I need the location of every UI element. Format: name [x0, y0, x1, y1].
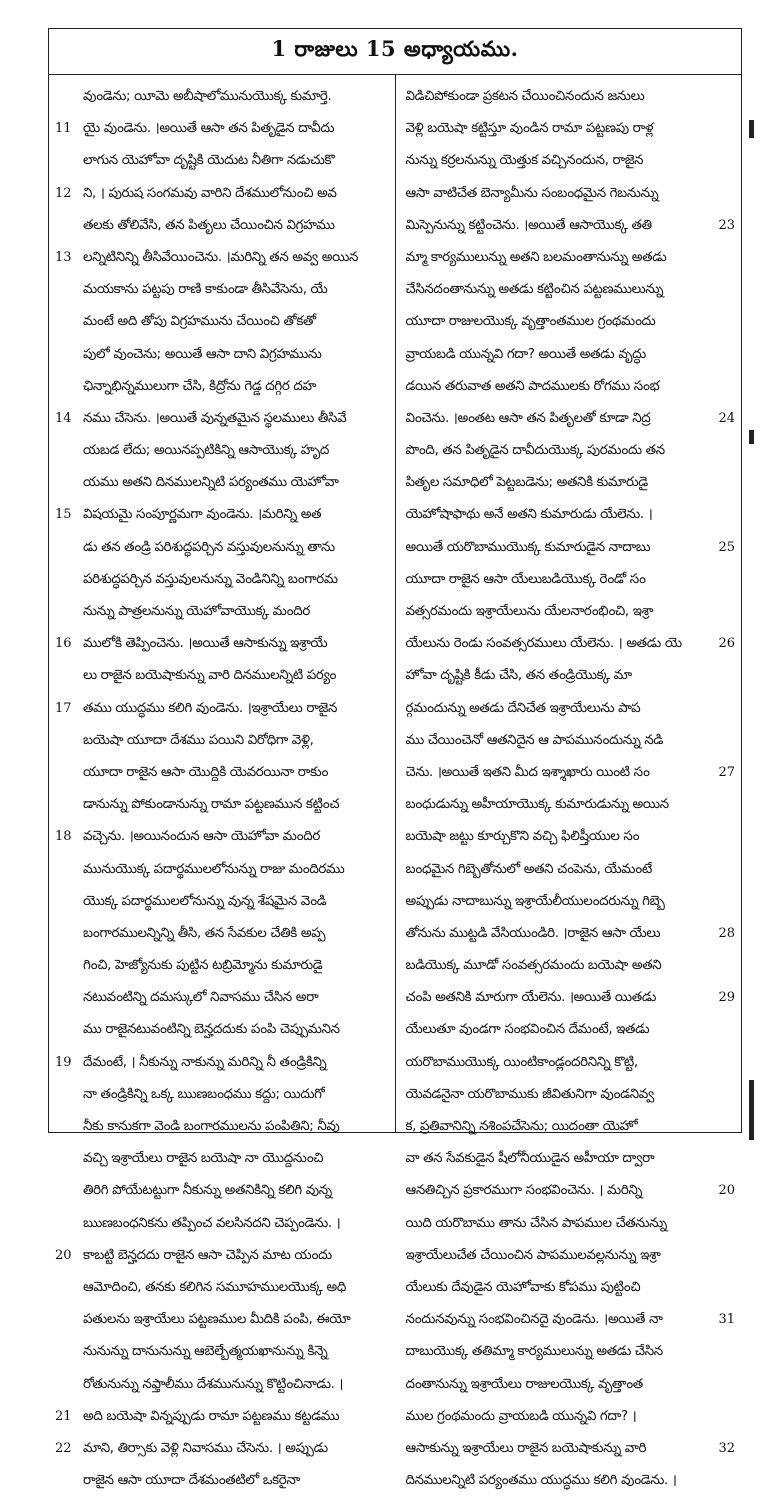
- line-text: బంధుడున్ను అహీయాయొక్క కుమారుడున్ను అయిన: [405, 797, 669, 813]
- line-text: యేలుతూ వుండగా సంభవించిన దేమంటే, ఇతడు: [405, 1022, 650, 1038]
- text-line: [59, 1465, 385, 1497]
- text-line: [405, 1304, 735, 1336]
- line-text: అప్పుడు నాదాబున్ను ఇశ్రాయేలీయులందరున్ను గిబ్బె: [405, 893, 665, 909]
- line-text: తిరిగి పోయేటట్టుగా నీకున్ను అతనికిన్ని కలిగి వున్న: [83, 1183, 332, 1199]
- text-line: [405, 532, 735, 564]
- line-text: లాగున యెహోవా దృష్టికి యెదుట నీతిగా నడుచుకొ: [83, 153, 335, 169]
- line-text: ఛిన్నాభిన్నములుగా చేసి, కిద్రోను గెడ్డ దగ్గిర దహ: [83, 378, 316, 394]
- text-line: [55, 1240, 385, 1272]
- text-line: [406, 1111, 732, 1143]
- text-line: [59, 371, 385, 403]
- verse-number: 22: [55, 1440, 72, 1456]
- line-text: బడియొక్క మూడో సంవత్సరమందు బయెషా అతని: [405, 958, 662, 974]
- line-text: పరిశుద్ధపర్చిన వస్తువులనున్ను వెండినిన్ని బంగారమ: [83, 571, 338, 587]
- verse-number: 18: [55, 829, 72, 845]
- text-line: [59, 1111, 385, 1143]
- line-text: యొక్క పదార్థములలోనున్ను వున్న శేషమైన వెండి: [83, 893, 327, 909]
- text-line: [406, 821, 732, 853]
- right-column: [396, 75, 742, 1489]
- text-line: [406, 1014, 732, 1046]
- text-line: [406, 339, 732, 371]
- line-text: లన్నిటినిన్ని తీసివేయించెను. ।మరిన్ని తన అవ్వ అయిన: [83, 249, 359, 265]
- text-line: [55, 178, 385, 210]
- text-line: [59, 467, 385, 499]
- line-text: ముల గ్రంథమందు వ్రాయబడి యున్నవి గదా? ।: [405, 1408, 637, 1424]
- verse-number: 14: [55, 410, 72, 426]
- left-column: [49, 75, 396, 1489]
- line-text: రోతునున్ను నఫ్తాలీము దేశమునున్ను కొట్టించినాడు. ।: [83, 1376, 344, 1392]
- line-text: లు రాజైన బయెషాకున్ను వారి దినములన్నిటి పర్యం: [83, 668, 337, 684]
- line-text: కాబట్టి బెన్హదదు రాజైన ఆసా చెప్పిన మాట యందు: [83, 1247, 332, 1263]
- text-line: [59, 725, 385, 757]
- line-text: నా తండ్రికిన్ని ఒక్క ఋణబంధము కద్దు; యిదుగో: [83, 1086, 325, 1102]
- line-text: విషయమై సంపూర్ణమగా వుండెను. ।మరిన్ని అత: [83, 507, 322, 523]
- line-text: నటువంటిన్ని దమస్కులో నివాసము చేసిన అరా: [83, 990, 319, 1006]
- verse-number: 19: [55, 1054, 72, 1070]
- line-text: ఆనతిచ్చిన ప్రకారముగా సంభవించెను. । మరిన్ని: [405, 1183, 643, 1199]
- text-line: [406, 274, 732, 306]
- text-line: [406, 1369, 732, 1401]
- text-line: [59, 435, 385, 467]
- text-line: [59, 564, 385, 596]
- text-line: [59, 274, 385, 306]
- verse-number: 11: [55, 121, 72, 137]
- text-line: [59, 1175, 385, 1207]
- text-line: [406, 789, 732, 821]
- text-line: [406, 1401, 732, 1433]
- line-text: వించెను. ।అంతట ఆసా తన పితృలతో కూడా నిద్ర: [405, 410, 651, 426]
- text-line: [406, 693, 732, 725]
- line-text: వుండెను; యీమె అబీషాలోమునుయొక్క కుమార్తె.: [83, 89, 332, 104]
- line-text: విడిచిపోకుండా ప్రకటన చేయించినందున జనులు: [405, 89, 645, 104]
- text-line: [59, 950, 385, 982]
- line-text: పులో వుంచెను; అయితే ఆసా దాని విగ్రహమును: [83, 346, 322, 362]
- text-line: [406, 242, 732, 274]
- text-line: [405, 403, 735, 435]
- text-line: [55, 499, 385, 531]
- verse-number: 29: [718, 990, 735, 1006]
- edge-mark: [749, 1080, 754, 1140]
- line-text: పొంది, తన పితృడైన దావీదుయొక్క పురమందు తన: [405, 443, 665, 459]
- line-text: చేసినదంతానున్ను అతడు కట్టించిన పట్టణములున్ను: [405, 282, 664, 298]
- line-text: తము యుద్ధము కలిగి వుండెను. ।ఇశ్రాయేలు రాజైన: [83, 700, 338, 716]
- line-text: అది బయెషా విన్నప్పుడు రామా పట్టణము కట్టడము: [83, 1408, 340, 1424]
- text-line: [59, 886, 385, 918]
- verse-number: 13: [55, 249, 72, 265]
- line-text: డానున్ను పోకుండానున్ను రామా పట్టణమున కట్టించ: [83, 797, 340, 813]
- line-text: మ్మా కార్యములున్ను అతని బలమంతానున్ను అతడు: [405, 249, 667, 265]
- text-line: [406, 499, 732, 531]
- text-line: [55, 242, 385, 274]
- text-line: [55, 1401, 385, 1433]
- edge-mark: [749, 120, 754, 138]
- line-text: ఆమోదించి, తనకు కలిగిన సమూహములయొక్క అధి: [83, 1279, 346, 1295]
- text-line: [405, 757, 735, 789]
- line-text: బంగారములన్నిన్ని తీసి, తన సేవకుల చేతికి అప్ప: [83, 925, 326, 941]
- bible-page: [48, 28, 742, 1489]
- text-line: [59, 1336, 385, 1368]
- line-text: యము అతని దినములన్నిటి పర్యంతము యెహోవా: [83, 475, 339, 491]
- text-line: [55, 1047, 385, 1079]
- text-line: [406, 950, 732, 982]
- line-text: బయెషా యూదా దేశము పయిని విరోధిగా వెళ్లి,: [83, 732, 314, 748]
- text-line: [406, 854, 732, 886]
- line-text: యూదా రాజులయొక్క వృత్తాంతముల గ్రంథమందు: [405, 314, 656, 330]
- text-line: [406, 145, 732, 177]
- line-text: బంధమైన గిబ్బెతోనులో అతని చంపెను, యేమంటే: [405, 861, 652, 877]
- line-text: వ్రాయబడి యున్నవి గదా? అయితే అతడు వృద్ధు: [405, 346, 646, 362]
- text-line: [406, 306, 732, 338]
- line-text: దాబుయొక్క తతిమ్మా కార్యములున్ను అతడు చేసిన: [405, 1344, 663, 1360]
- line-text: చెను. ।అయితే ఇతని మీద ఇశ్శాఖారు యింటి సం: [405, 764, 650, 780]
- text-line: [55, 403, 385, 435]
- text-line: [406, 435, 732, 467]
- text-line: [406, 113, 732, 145]
- text-line: [406, 1208, 732, 1240]
- verse-number: 20: [718, 1183, 735, 1199]
- text-line: [406, 1272, 732, 1304]
- text-line: [406, 1240, 732, 1272]
- line-text: డయిన తరువాత అతని పాదములకు రోగము సంభ: [405, 378, 660, 394]
- edge-mark: [749, 430, 754, 444]
- text-line: [405, 918, 735, 950]
- line-text: బయెషా జట్టు కూర్చుకొని వచ్చి ఫిలిష్తీయుల సం: [405, 829, 640, 845]
- line-text: ములోకి తెప్పించెను. ।అయితే ఆసాకున్ను ఇశ్రాయే: [83, 636, 328, 652]
- text-line: [55, 113, 385, 145]
- text-line: [59, 982, 385, 1014]
- line-text: రాజైన ఆసా యూదా దేశమంతటిలో ఒకరైనా: [83, 1473, 300, 1489]
- verse-number: 17: [55, 700, 72, 716]
- verse-number: 25: [718, 539, 735, 555]
- text-line: [59, 1304, 385, 1336]
- text-line: [405, 982, 735, 1014]
- text-line: [406, 564, 732, 596]
- text-line: [406, 886, 732, 918]
- text-line: [59, 532, 385, 564]
- text-line: [405, 1175, 735, 1207]
- line-text: అయితే యరొబాముయొక్క కుమారుడైన నాదాబు: [405, 539, 651, 555]
- line-text: క, ప్రతివానిన్ని నశింపచేసెను; యిదంతా యెహో: [405, 1119, 638, 1134]
- text-line: [59, 1272, 385, 1304]
- verse-number: 21: [55, 1408, 72, 1424]
- line-text: ము చేయించెనో ఆతనిదైన ఆ పాపమునందున్ను నడి: [405, 732, 663, 748]
- line-text: యరొబాముయొక్క యింటికాండ్లందరినిన్ని కొట్టి,: [405, 1054, 638, 1070]
- line-text: యిది యరొబాము తాను చేసిన పాపముల చేతనున్ను: [405, 1215, 667, 1231]
- line-text: పతులను ఇశ్రాయేలు పట్టణముల మీదికి పంపి, ఈయో: [83, 1312, 351, 1328]
- line-text: పితృల సమాధిలో పెట్టబడెను; అతనికి కుమారుడై: [405, 475, 648, 491]
- verse-number: 20: [55, 1247, 72, 1263]
- text-line: [406, 596, 732, 628]
- text-line: [406, 1079, 732, 1111]
- line-text: వచ్చెను. ।అయినందున ఆసా యెహోవా మందిర: [83, 829, 320, 845]
- verse-number: 16: [55, 636, 72, 652]
- line-text: నున్ను పాత్రలనున్ను యెహోవాయొక్క మందిర: [83, 604, 310, 619]
- line-text: నునున్ను దానునున్ను ఆబెల్బేత్మయఖానున్ను కిన్నె: [83, 1344, 328, 1360]
- line-text: వత్సరమందు ఇశ్రాయేలును యేలనారంభించి, ఇశ్రా: [405, 604, 654, 619]
- line-text: ము రాజైనటువంటిన్ని బెన్హదదుకు పంపి చెప్పుమనిన: [83, 1022, 340, 1038]
- text-line: [55, 628, 385, 660]
- verse-number: 23: [718, 217, 735, 233]
- text-line: [406, 660, 732, 692]
- line-text: మునుయొక్క పదార్థములలోనున్ను రాజు మందిరము: [83, 861, 345, 877]
- line-text: మంటే అది తోపు విగ్రహమును చేయించి తోకతో: [83, 314, 316, 330]
- text-columns: [49, 75, 741, 1489]
- text-line: [59, 789, 385, 821]
- text-line: [59, 660, 385, 692]
- text-line: [405, 628, 735, 660]
- text-line: [406, 1047, 732, 1079]
- text-line: [59, 306, 385, 338]
- text-line: [406, 178, 732, 210]
- text-line: [405, 1433, 735, 1465]
- text-line: [59, 1014, 385, 1046]
- line-text: తోనును ముట్టడి వేసియుండిరి. ।రాజైన ఆసా యేలు: [405, 925, 661, 941]
- verse-number: 27: [718, 764, 735, 780]
- line-text: ఇశ్రాయేలుచేత చేయించిన పాపములవల్లనున్ను ఇశ్రా: [405, 1247, 661, 1263]
- text-line: [59, 1079, 385, 1111]
- text-line: [55, 1433, 385, 1465]
- line-text: దేమంటే, । నీకున్ను నాకున్ను మరిన్ని నీ తండ్రికిన్ని: [83, 1054, 327, 1070]
- line-text: నీకు కానుకగా వెండి బంగారములను పంపితిని; నీవు: [83, 1119, 340, 1134]
- text-line: [405, 210, 735, 242]
- line-text: గించి, హెజ్యోనుకు పుట్టిన టబ్రిమ్మోను కుమారుడై: [83, 958, 323, 974]
- page-title: 1 రాజులు 15 అధ్యాయము.: [271, 36, 519, 61]
- text-line: [59, 81, 385, 113]
- line-text: దినములన్నిటి పర్యంతము యుద్ధము కలిగి వుండెను. ।: [405, 1473, 677, 1489]
- text-line: [59, 1369, 385, 1401]
- line-text: ఆసాకున్ను ఇశ్రాయేలు రాజైన బయెషాకున్ను వారి: [405, 1440, 647, 1456]
- verse-number: 24: [718, 410, 735, 426]
- line-text: యేలును రెండు సంవత్సరములు యేలెను. । అతడు యె: [405, 636, 682, 652]
- line-text: వెళ్లి బయెషా కట్టిస్తూ వుండిన రామా పట్టణపు రాళ్ల: [405, 121, 654, 137]
- text-line: [406, 1336, 732, 1368]
- verse-number: 28: [718, 925, 735, 941]
- line-text: ఆసా వాటిచేత బెన్యామీను సంబంధమైన గెబనున్ను: [405, 185, 659, 201]
- line-text: చంపి అతనికి మారుగా యేలెను. ।అయితే యితడు: [405, 990, 657, 1006]
- line-text: వా తన సేవకుడైన షీలోనీయుడైన అహీయా ద్వారా: [405, 1151, 655, 1167]
- text-line: [59, 145, 385, 177]
- verse-number: 32: [718, 1440, 735, 1456]
- line-text: మయకాను పట్టపు రాణి కాకుండా తీసివేసెను, యే: [83, 282, 328, 298]
- line-text: యై వుండెను. ।అయితే ఆసా తన పితృడైన దావీదు: [83, 121, 335, 137]
- line-text: యూదా రాజైన ఆసా యేలుబడియొక్క రెండో సం: [405, 571, 646, 587]
- verse-number: 31: [718, 1312, 735, 1328]
- text-line: [406, 725, 732, 757]
- text-line: [406, 371, 732, 403]
- line-text: ర్గమందున్ను అతడు దేనిచేత ఇశ్రాయేలును పాప: [405, 700, 641, 716]
- line-text: తలకు తోలివేసి, తన పితృలు చేయించిన విగ్రహము: [83, 217, 335, 233]
- text-line: [55, 821, 385, 853]
- text-line: [406, 1465, 732, 1497]
- line-text: నందునవున్ను సంభవించినదై వుండెను. ।అయితే నా: [405, 1312, 663, 1328]
- line-text: వచ్చి ఇశ్రాయేలు రాజైన బయెషా నా యొద్దనుంచి: [83, 1151, 324, 1167]
- line-text: నున్ను కర్రలనున్ను యెత్తుక వచ్చినందున, రాజైన: [405, 153, 644, 169]
- text-line: [59, 1143, 385, 1175]
- text-line: [406, 467, 732, 499]
- line-text: దంతానున్ను ఇశ్రాయేలు రాజులయొక్క వృత్తాంత: [405, 1376, 643, 1392]
- verse-number: 12: [55, 185, 72, 201]
- text-line: [59, 339, 385, 371]
- line-text: మాని, తిర్సాకు వెళ్లి నివాసము చేసెను. । అప్పుడు: [83, 1440, 328, 1456]
- text-line: [55, 693, 385, 725]
- line-text: మిస్పెనున్ను కట్టించెను. ।అయితే ఆసాయొక్క తతి: [405, 217, 652, 233]
- line-text: యెహోషాఫాథు అనే అతని కుమారుడు యేలెను. ।: [405, 507, 653, 523]
- text-line: [59, 854, 385, 886]
- page-header: [49, 29, 741, 75]
- text-line: [59, 918, 385, 950]
- line-text: యబడ లేదు; అయినప్పటికిన్ని ఆసాయొక్క హృద: [83, 443, 329, 459]
- text-line: [59, 1208, 385, 1240]
- line-text: యూదా రాజైన ఆసా యొద్దికి యెవరయినా రాకుం: [83, 764, 329, 780]
- line-text: ఋణబంధనికను తప్పించ వలసినదని చెప్పండెను. ।: [83, 1215, 341, 1231]
- verse-number: 15: [55, 507, 72, 523]
- line-text: డు తన తండ్రి పరిశుద్ధపర్చిన వస్తువులనున్ను తాను: [83, 539, 335, 555]
- text-line: [59, 596, 385, 628]
- text-line: [59, 210, 385, 242]
- line-text: ని, । పురుష సంగమవు వారిని దేశములోనుంచి అవ: [83, 185, 337, 201]
- line-text: హోవా దృష్టికి కీడు చేసి, తన తండ్రియొక్క మా: [405, 668, 632, 684]
- line-text: యేలుకు దేవుడైన యెహోవాకు కోపము పుట్టించి: [405, 1279, 641, 1295]
- line-text: యెవడనైనా యరొబాముకు జీవితునిగా వుండనివ్వ: [405, 1086, 654, 1102]
- text-line: [406, 1143, 732, 1175]
- text-line: [59, 757, 385, 789]
- verse-number: 26: [718, 636, 735, 652]
- text-line: [406, 81, 732, 113]
- line-text: నము చేసెను. ।అయితే వున్నతమైన స్థలములు తీసివే: [83, 410, 347, 426]
